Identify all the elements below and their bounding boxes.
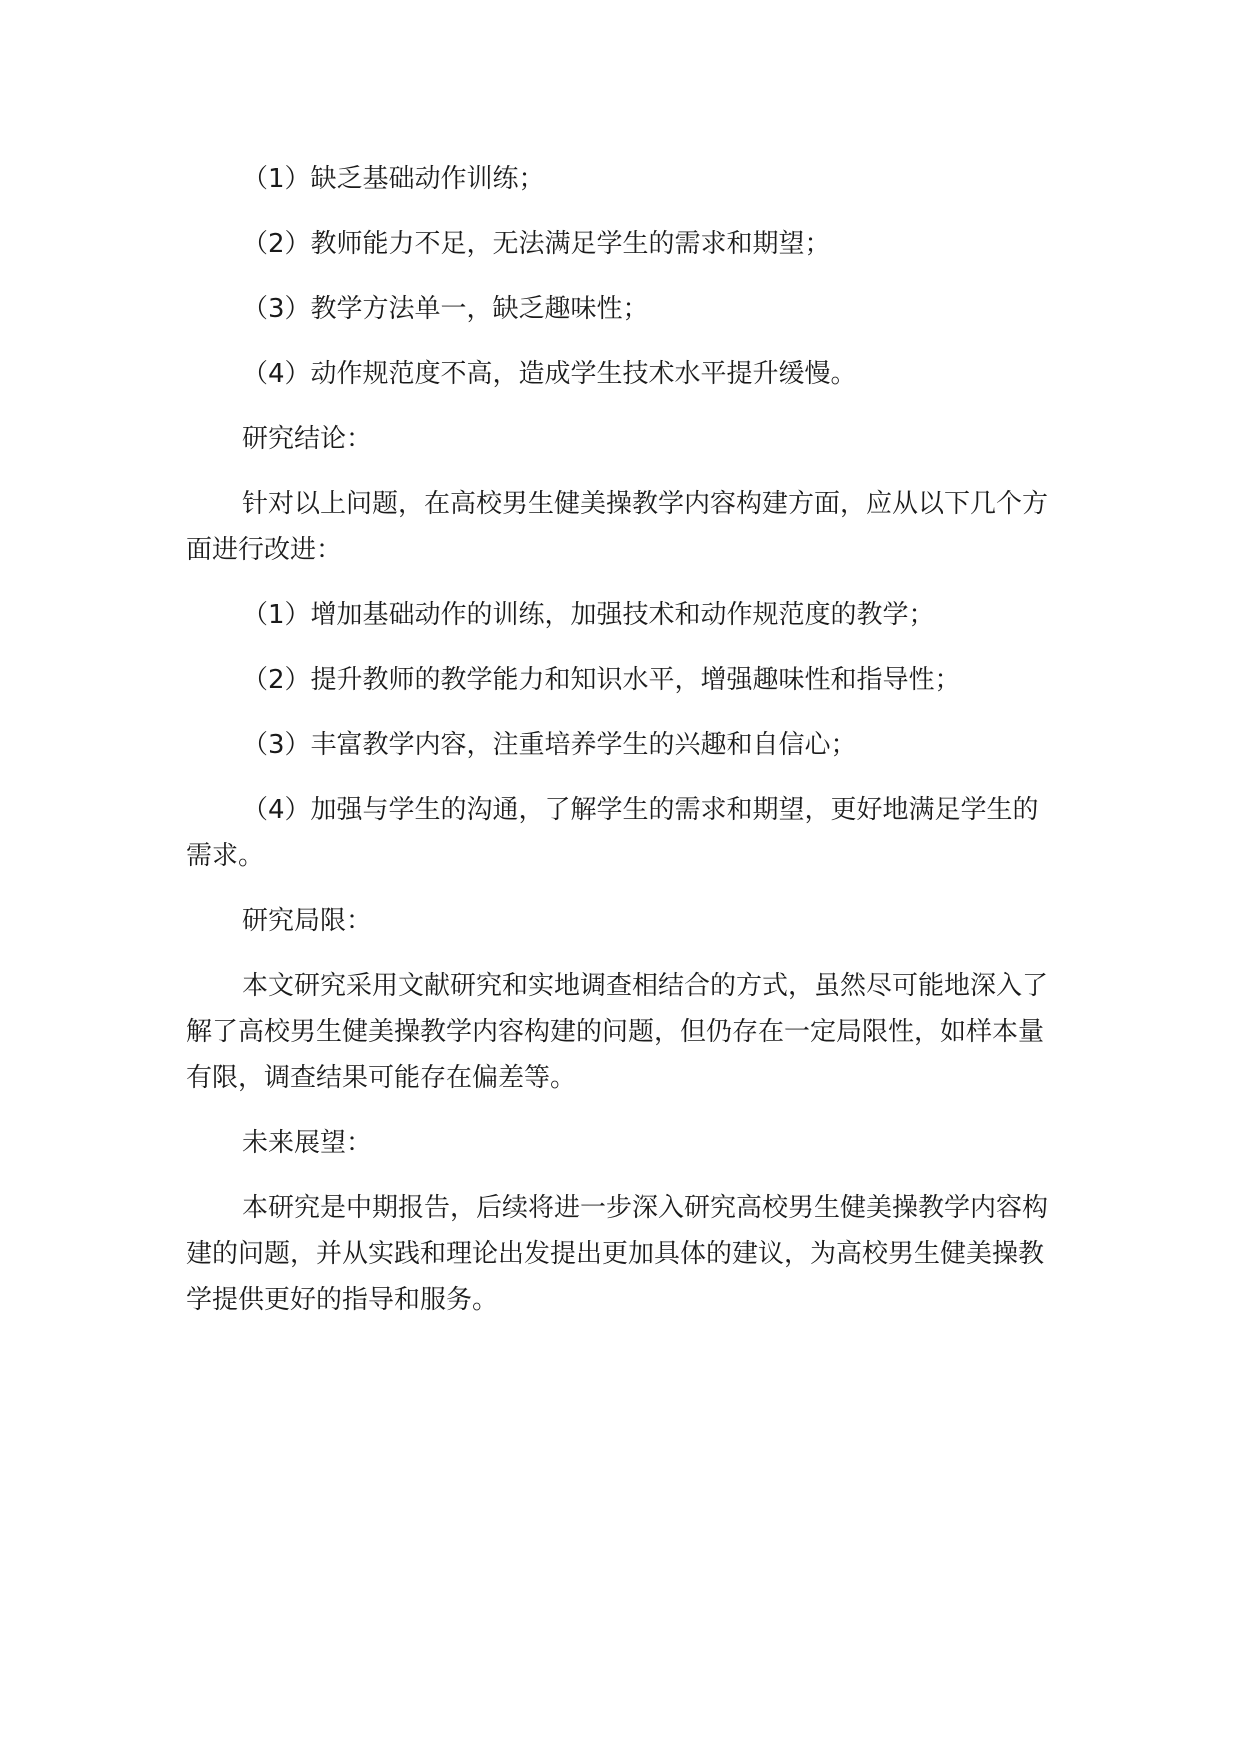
issue-item-2: （2）教师能力不足，无法满足学生的需求和期望； xyxy=(242,229,831,259)
issue-item-3: （3）教学方法单一，缺乏趣味性； xyxy=(242,294,649,324)
conclusion-intro: 针对以上问题，在高校男生健美操教学内容构建方面，应从以下几个方面进行改进： xyxy=(186,489,1049,565)
conclusion-item-2: （2）提升教师的教学能力和知识水平，增强趣味性和指导性； xyxy=(242,665,961,695)
document-body xyxy=(186,156,1054,1342)
conclusion-item-3: （3）丰富教学内容，注重培养学生的兴趣和自信心； xyxy=(242,730,857,760)
outlook-text: 本研究是中期报告，后续将进一步深入研究高校男生健美操教学内容构建的问题，并从实践和理论出发提出更加具体的建议，为高校男生健美操教学提供更好的指导和服务。 xyxy=(186,1193,1049,1315)
issue-item-4: （4）动作规范度不高，造成学生技术水平提升缓慢。 xyxy=(242,359,857,389)
limitations-heading: 研究局限： xyxy=(242,906,373,936)
conclusion-heading: 研究结论： xyxy=(242,424,373,454)
conclusion-item-4: （4）加强与学生的沟通，了解学生的需求和期望，更好地满足学生的需求。 xyxy=(186,795,1039,871)
issue-item-1: （1）缺乏基础动作训练； xyxy=(242,164,545,194)
conclusion-item-1: （1）增加基础动作的训练，加强技术和动作规范度的教学； xyxy=(242,600,935,630)
limitations-text: 本文研究采用文献研究和实地调查相结合的方式，虽然尽可能地深入了解了高校男生健美操教学内容构建的问题，但仍存在一定局限性，如样本量有限，调查结果可能存在偏差等。 xyxy=(186,971,1049,1093)
outlook-heading: 未来展望： xyxy=(242,1128,373,1158)
